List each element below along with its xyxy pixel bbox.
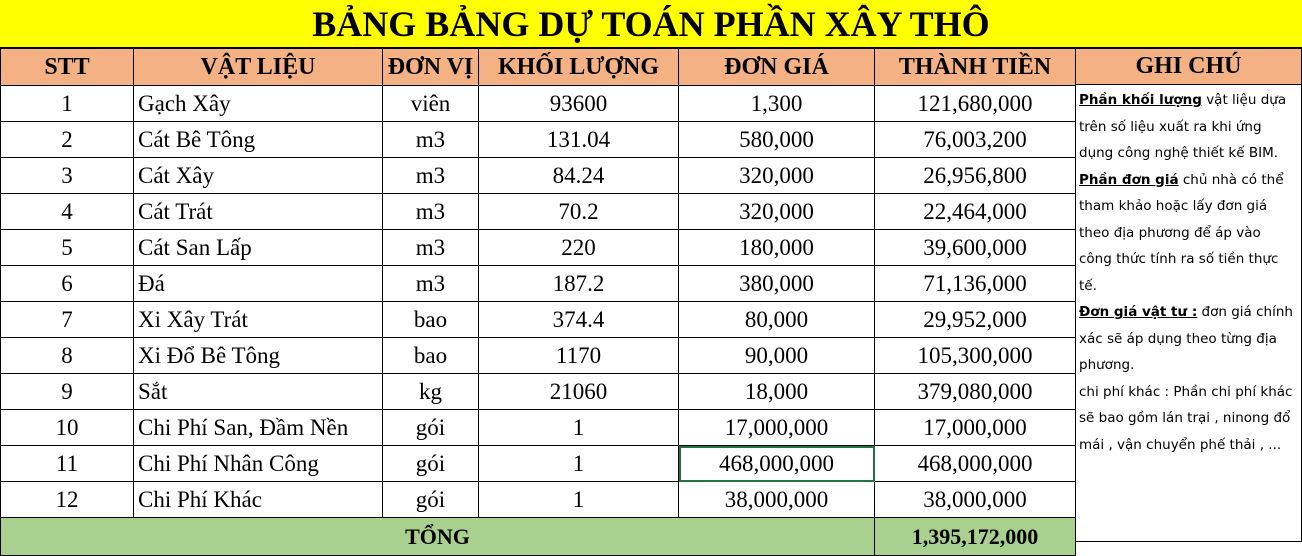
cell-price[interactable]: 320,000 [679, 158, 875, 194]
cell-price[interactable]: 1,300 [679, 86, 875, 122]
cell-unit[interactable]: m3 [383, 158, 479, 194]
header-unit[interactable]: ĐƠN VỊ [383, 49, 479, 86]
cell-stt[interactable]: 2 [1, 122, 134, 158]
note-paragraph [1079, 87, 1297, 167]
cell-material[interactable]: Cát Bê Tông [134, 122, 383, 158]
cell-price[interactable]: 380,000 [679, 266, 875, 302]
cell-total[interactable]: 379,080,000 [875, 374, 1076, 410]
cell-stt[interactable]: 8 [1, 338, 134, 374]
header-total[interactable]: THÀNH TIỀN [875, 49, 1076, 86]
cell-quantity[interactable]: 220 [479, 230, 679, 266]
cell-material[interactable]: Chi Phí San, Đầm Nền [134, 410, 383, 446]
cell-unit[interactable]: m3 [383, 266, 479, 302]
total-value[interactable]: 1,395,172,000 [875, 518, 1076, 556]
table-row [1, 302, 1076, 338]
cell-total[interactable]: 38,000,000 [875, 482, 1076, 518]
table-row [1, 374, 1076, 410]
cell-stt[interactable]: 11 [1, 446, 134, 482]
cell-unit[interactable]: bao [383, 302, 479, 338]
cell-total[interactable]: 468,000,000 [875, 446, 1076, 482]
cell-stt[interactable]: 4 [1, 194, 134, 230]
cell-total[interactable]: 26,956,800 [875, 158, 1076, 194]
cell-material[interactable]: Cát San Lấp [134, 230, 383, 266]
cell-quantity[interactable]: 1 [479, 410, 679, 446]
header-row [1, 49, 1076, 86]
cell-material[interactable]: Đá [134, 266, 383, 302]
cell-material[interactable]: Gạch Xây [134, 86, 383, 122]
table-row [1, 122, 1076, 158]
cell-quantity[interactable]: 187.2 [479, 266, 679, 302]
cell-price[interactable]: 320,000 [679, 194, 875, 230]
cell-unit[interactable]: m3 [383, 194, 479, 230]
cell-stt[interactable]: 12 [1, 482, 134, 518]
cell-material[interactable]: Cát Xây [134, 158, 383, 194]
cell-material[interactable]: Xi Xây Trát [134, 302, 383, 338]
cell-quantity[interactable]: 70.2 [479, 194, 679, 230]
table-row [1, 194, 1076, 230]
cell-stt[interactable]: 6 [1, 266, 134, 302]
note-key: Phần đơn giá [1079, 171, 1179, 188]
table-row [1, 338, 1076, 374]
total-row [1, 518, 1076, 556]
cell-total[interactable]: 29,952,000 [875, 302, 1076, 338]
table-row [1, 482, 1076, 518]
cell-price[interactable]: 18,000 [679, 374, 875, 410]
note-paragraph [1079, 167, 1297, 300]
cell-price[interactable]: 180,000 [679, 230, 875, 266]
cell-material[interactable]: Chi Phí Khác [134, 482, 383, 518]
cell-price[interactable]: 80,000 [679, 302, 875, 338]
selected-cell-price[interactable]: 468,000,000 [679, 446, 875, 482]
cell-quantity[interactable]: 21060 [479, 374, 679, 410]
cell-unit[interactable]: kg [383, 374, 479, 410]
cell-unit[interactable]: gói [383, 446, 479, 482]
cell-unit[interactable]: viên [383, 86, 479, 122]
header-stt[interactable]: STT [1, 49, 134, 86]
cell-total[interactable]: 71,136,000 [875, 266, 1076, 302]
header-price[interactable]: ĐƠN GIÁ [679, 49, 875, 86]
cell-quantity[interactable]: 131.04 [479, 122, 679, 158]
cell-total[interactable]: 17,000,000 [875, 410, 1076, 446]
cell-total[interactable]: 105,300,000 [875, 338, 1076, 374]
header-quantity[interactable]: KHỐI LƯỢNG [479, 49, 679, 86]
note-cell[interactable] [1075, 85, 1302, 542]
cell-price[interactable]: 580,000 [679, 122, 875, 158]
cell-stt[interactable]: 7 [1, 302, 134, 338]
note-key: Đơn giá vật tư : [1079, 304, 1198, 320]
cell-quantity[interactable]: 1 [479, 482, 679, 518]
note-paragraph [1079, 379, 1297, 459]
cell-stt[interactable]: 10 [1, 410, 134, 446]
table-row [1, 230, 1076, 266]
note-text: chi phí khác : Phần chi phí khác sẽ bao gồm lán trại , ninong đổ mái , vận chuyển phế thải , ... [1079, 383, 1293, 453]
table-row [1, 266, 1076, 302]
cell-material[interactable]: Xi Đổ Bê Tông [134, 338, 383, 374]
cell-unit[interactable]: m3 [383, 122, 479, 158]
cell-quantity[interactable]: 1 [479, 446, 679, 482]
cell-unit[interactable]: bao [383, 338, 479, 374]
cell-price[interactable]: 17,000,000 [679, 410, 875, 446]
cell-material[interactable]: Chi Phí Nhân Công [134, 446, 383, 482]
sheet-title[interactable]: BẢNG BẢNG DỰ TOÁN PHẦN XÂY THÔ [0, 0, 1302, 48]
cell-total[interactable]: 39,600,000 [875, 230, 1076, 266]
cell-stt[interactable]: 9 [1, 374, 134, 410]
cell-unit[interactable]: m3 [383, 230, 479, 266]
cell-quantity[interactable]: 84.24 [479, 158, 679, 194]
total-label[interactable]: TỔNG [1, 518, 875, 556]
estimate-table [0, 48, 1076, 556]
cell-price[interactable]: 38,000,000 [679, 482, 875, 518]
cell-total[interactable]: 76,003,200 [875, 122, 1076, 158]
note-paragraph [1079, 299, 1297, 379]
note-text: đơn giá chính xác sẽ áp dụng theo từng địa phương. [1079, 304, 1293, 373]
header-note[interactable]: GHI CHÚ [1075, 48, 1302, 85]
cell-quantity[interactable]: 374.4 [479, 302, 679, 338]
cell-stt[interactable]: 1 [1, 86, 134, 122]
cell-total[interactable]: 22,464,000 [875, 194, 1076, 230]
cell-stt[interactable]: 3 [1, 158, 134, 194]
cell-quantity[interactable]: 1170 [479, 338, 679, 374]
table-row [1, 158, 1076, 194]
cell-material[interactable]: Cát Trát [134, 194, 383, 230]
note-text: chủ nhà có thể tham khảo hoặc lấy đơn giá theo địa phương để áp vào công thức tính ra số tiền thực tế. [1079, 171, 1284, 294]
table-row [1, 410, 1076, 446]
cell-unit[interactable]: gói [383, 410, 479, 446]
table-row [1, 446, 1076, 482]
note-text: vật liệu dựa trên số liệu xuất ra khi ứng dụng công nghệ thiết kế BIM. [1079, 92, 1287, 161]
table-row [1, 86, 1076, 122]
cell-material[interactable]: Sắt [134, 374, 383, 410]
cell-stt[interactable]: 5 [1, 230, 134, 266]
cell-quantity[interactable]: 93600 [479, 86, 679, 122]
header-material[interactable]: VẬT LIỆU [134, 49, 383, 86]
cell-unit[interactable]: gói [383, 482, 479, 518]
cell-total[interactable]: 121,680,000 [875, 86, 1076, 122]
cell-price[interactable]: 90,000 [679, 338, 875, 374]
note-key: Phần khối lượng [1079, 92, 1202, 108]
